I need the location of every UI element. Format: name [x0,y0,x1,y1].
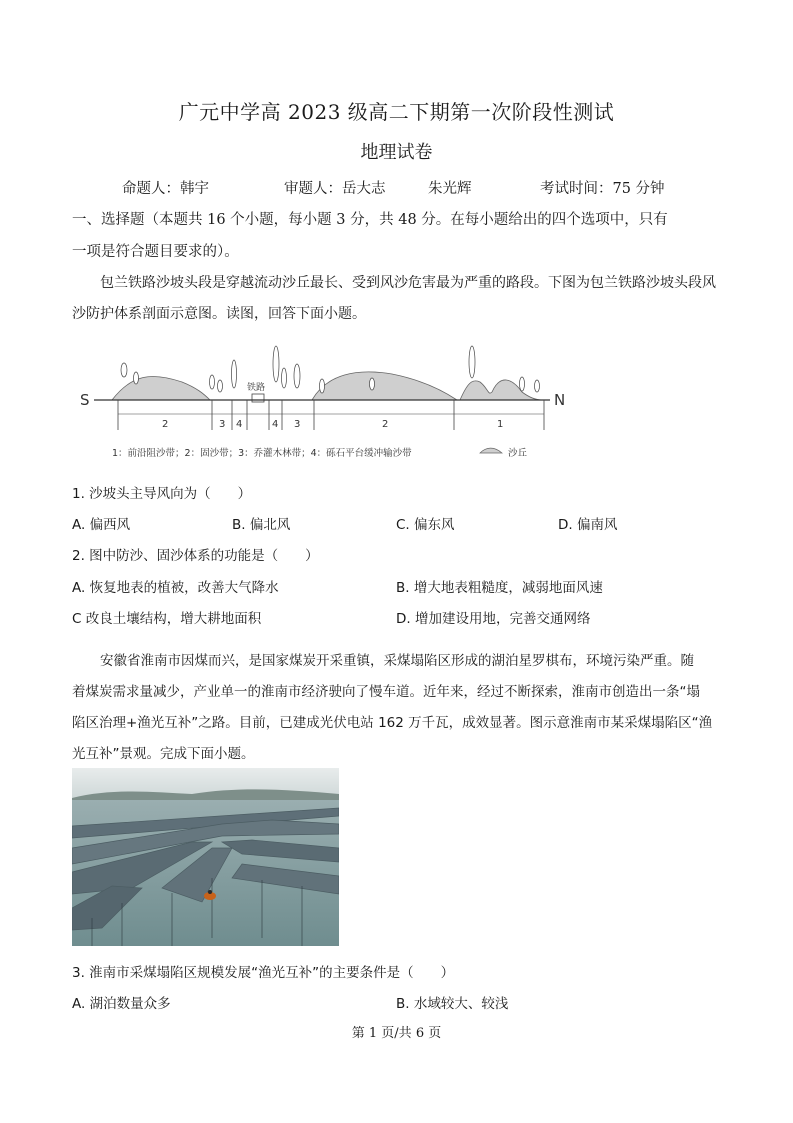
intro2-line3: 陷区治理+渔光互补”之路。目前，已建成光伏电站 162 万千瓦，成效显著。图示意淮南市某采煤塌陷区“渔 [72,715,713,731]
exam-subtitle: 地理试卷 [360,142,433,163]
tree-icon [294,364,300,388]
south-label: S [80,391,90,409]
shrub-icon [520,377,525,391]
reviewer-label: 审题人：岳大志 [284,181,386,197]
page-number: 第 1 页/共 6 页 [351,1026,442,1041]
dune-shape [312,372,457,400]
shrub-icon [210,375,215,389]
shrub-icon [218,380,223,392]
dune-legend-icon [480,448,502,453]
segment-label: 3 [294,419,301,430]
windbreak-profile-diagram [72,334,592,464]
question-3-option-b[interactable]: B. 水域较大、较浅 [396,996,509,1012]
exam-time-label: 考试时间：75 分钟 [540,181,665,197]
question-2-option-b[interactable]: B. 增大地表粗糙度，减弱地面风速 [396,580,603,596]
section-heading-line2: 一项是符合题目要求的）。 [72,244,239,260]
question-1-option-c[interactable]: C. 偏东风 [396,517,455,533]
railway-label: 铁路 [247,383,266,393]
segment-label: 2 [162,419,169,430]
tree-icon [273,346,279,382]
question-3-stem: 3. 淮南市采煤塌陷区规模发展“渔光互补”的主要条件是（ ） [72,965,455,981]
segment-label: 3 [219,419,226,430]
question-2-option-d[interactable]: D. 增加建设用地，完善交通网络 [396,611,591,627]
dune-legend-label: 沙丘 [508,448,528,459]
question-1-option-d[interactable]: D. 偏南风 [558,517,618,533]
segment-label: 1 [497,419,504,430]
shrub-icon [121,363,127,377]
tree-icon [232,360,237,388]
railway-marker [252,394,264,402]
diagram-legend: 1：前沿阻沙带；2：固沙带；3：乔灌木林带；4：砾石平台缓冲输沙带 [112,448,412,459]
section-heading-line1: 一、选择题（本题共 16 个小题，每小题 3 分，共 48 分。在每小题给出的四个选项中，只有 [72,212,668,228]
intro1-line2: 沙防护体系剖面示意图。读图，回答下面小题。 [72,306,366,322]
question-1-stem: 1. 沙坡头主导风向为（ ） [72,486,252,502]
dune-shape [112,376,210,400]
reviewer2-label: 朱光辉 [428,181,472,197]
fishery-solar-photo [72,768,339,946]
intro2-line1: 安徽省淮南市因煤而兴，是国家煤炭开采重镇，采煤塌陷区形成的湖泊星罗棋布，环境污染严重。随 [100,653,694,669]
author-label: 命题人：韩宇 [122,181,209,197]
exam-title: 广元中学高 2023 级高二下期第一次阶段性测试 [178,100,615,124]
dune-shape [460,380,542,400]
intro2-line4: 光互补”景观。完成下面小题。 [72,746,255,762]
question-3-option-a[interactable]: A. 湖泊数量众多 [72,996,171,1012]
tree-icon [469,346,475,378]
question-2-option-c[interactable]: C 改良土壤结构，增大耕地面积 [72,611,262,627]
intro1-line1: 包兰铁路沙坡头段是穿越流动沙丘最长、受到风沙危害最为严重的路段。下图为包兰铁路沙坡头段风 [100,275,716,291]
question-1-option-a[interactable]: A. 偏西风 [72,517,131,533]
north-label: N [554,391,566,409]
shrub-icon [370,378,375,390]
shrub-icon [134,372,139,384]
question-2-stem: 2. 图中防沙、固沙体系的功能是（ ） [72,548,319,564]
question-1-option-b[interactable]: B. 偏北风 [232,517,291,533]
question-2-option-a[interactable]: A. 恢复地表的植被，改善大气降水 [72,580,279,596]
shrub-icon [535,380,540,392]
tree-icon [282,368,287,388]
segment-label: 4 [236,419,243,430]
segment-label: 2 [382,419,389,430]
intro2-line2: 着煤炭需求量减少，产业单一的淮南市经济驶向了慢车道。近年来，经过不断探索，淮南市创造出一条“塌 [72,684,700,700]
shrub-icon [320,379,325,393]
segment-label: 4 [272,419,279,430]
